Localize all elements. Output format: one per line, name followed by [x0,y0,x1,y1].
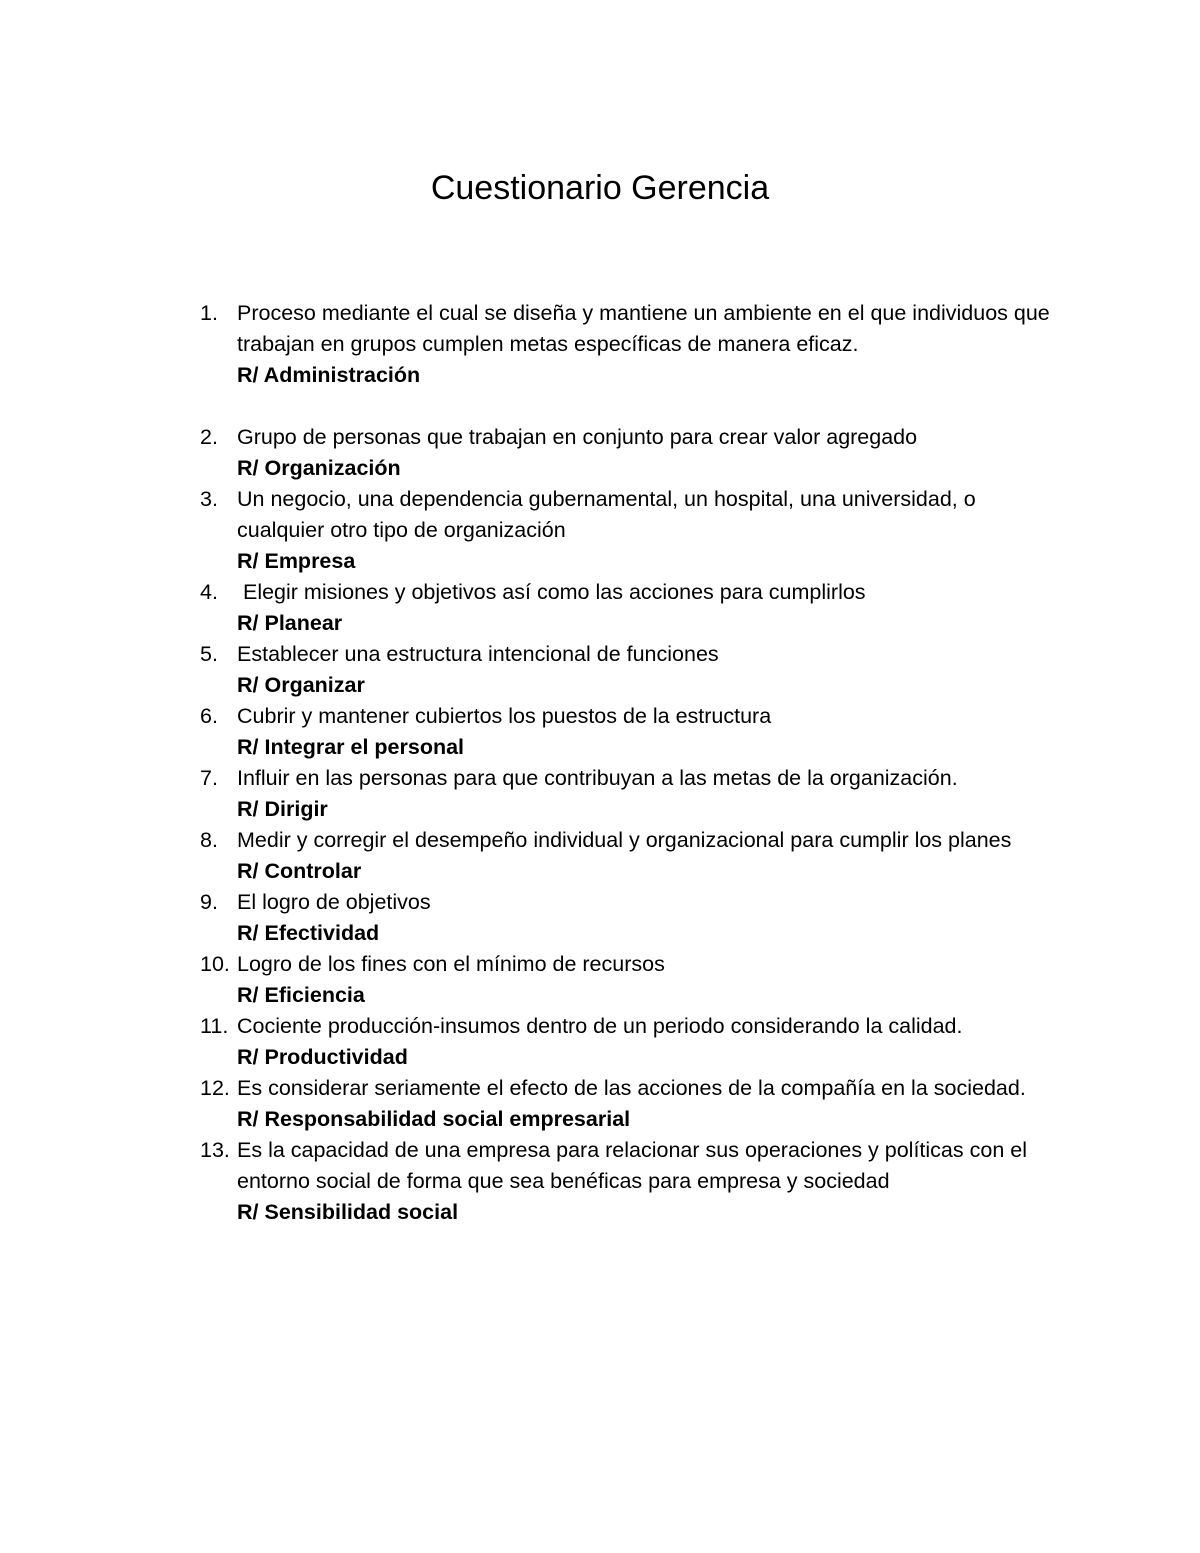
question-number: 6. [200,704,218,728]
question-answer: R/ Planear [237,611,343,635]
question-number: 4. [200,580,218,604]
question-item-1 [200,298,1060,391]
question-number: 12. [200,1076,230,1100]
question-answer: R/ Organizar [237,673,365,697]
question-text: Influir en las personas para que contribuyan a las metas de la organización. [237,766,958,790]
question-number: 1. [200,301,218,325]
question-text: Cubrir y mantener cubiertos los puestos de la estructura [237,704,772,728]
question-item-4 [200,577,1060,639]
question-answer: R/ Sensibilidad social [237,1200,459,1224]
question-answer: R/ Empresa [237,549,356,573]
question-answer: R/ Responsabilidad social empresarial [237,1107,631,1131]
question-text: Logro de los fines con el mínimo de recursos [237,952,665,976]
question-list [200,298,1060,1228]
question-answer: R/ Organización [237,456,401,480]
document-title: Cuestionario Gerencia [430,169,770,207]
question-answer: R/ Dirigir [237,797,328,821]
question-text: Un negocio, una dependencia gubernamental, un hospital, una universidad, o cualquier otro tipo de organización [237,487,976,542]
question-answer: R/ Efectividad [237,921,380,945]
question-item-10 [200,949,1060,1011]
question-number: 2. [200,425,218,449]
question-number: 7. [200,766,218,790]
question-text: Proceso mediante el cual se diseña y mantiene un ambiente en el que individuos que trabajan en grupos cumplen metas específicas de manera eficaz. [237,301,1050,356]
question-text: Elegir misiones y objetivos así como las acciones para cumplirlos [237,580,866,604]
question-item-5 [200,639,1060,701]
question-answer: R/ Integrar el personal [237,735,465,759]
question-item-11 [200,1011,1060,1073]
question-text: Es la capacidad de una empresa para relacionar sus operaciones y políticas con el entorno social de forma que sea benéficas para empresa y sociedad [237,1138,1027,1193]
question-number: 11. [200,1014,229,1038]
question-text: Establecer una estructura intencional de funciones [237,642,719,666]
question-item-13 [200,1135,1060,1228]
question-item-6 [200,701,1060,763]
question-number: 10. [200,952,230,976]
question-text: Es considerar seriamente el efecto de las acciones de la compañía en la sociedad. [237,1076,1026,1100]
question-number: 13. [200,1138,230,1162]
question-answer: R/ Controlar [237,859,362,883]
question-number: 9. [200,890,218,914]
question-number: 3. [200,487,218,511]
question-item-12 [200,1073,1060,1135]
question-number: 8. [200,828,218,852]
question-item-3 [200,484,1060,577]
question-item-2 [200,422,1060,484]
question-text: El logro de objetivos [237,890,431,914]
question-item-8 [200,825,1060,887]
question-text: Cociente producción-insumos dentro de un periodo considerando la calidad. [237,1014,963,1038]
question-answer: R/ Eficiencia [237,983,365,1007]
question-number: 5. [200,642,218,666]
question-text: Grupo de personas que trabajan en conjunto para crear valor agregado [237,425,918,449]
question-text: Medir y corregir el desempeño individual y organizacional para cumplir los planes [237,828,1012,852]
question-item-9 [200,887,1060,949]
question-answer: R/ Administración [237,363,421,387]
question-item-7 [200,763,1060,825]
question-answer: R/ Productividad [237,1045,408,1069]
